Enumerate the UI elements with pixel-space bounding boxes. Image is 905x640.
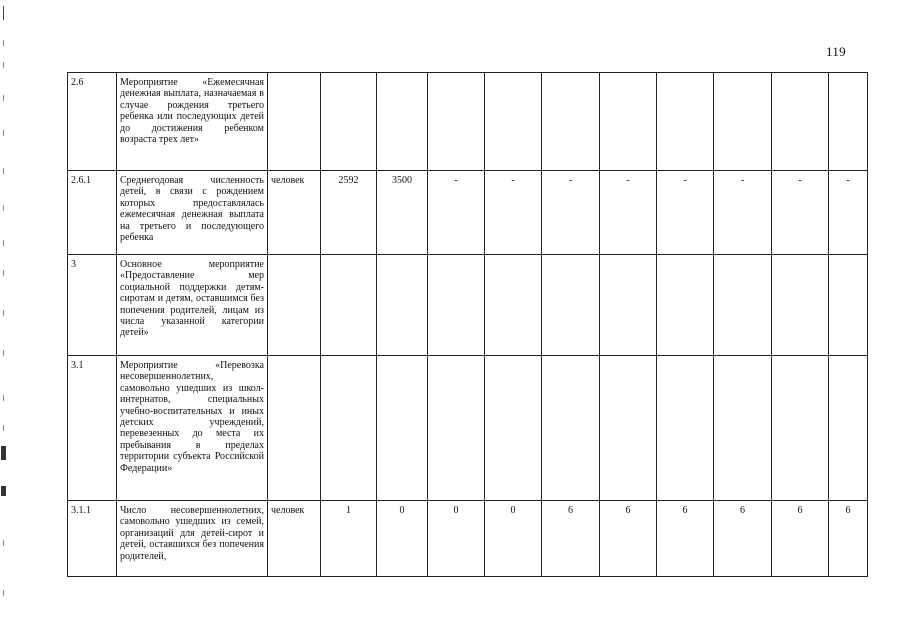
value-cell (542, 255, 600, 356)
value-cell: 1 (321, 501, 377, 577)
indicator-table (67, 72, 868, 577)
value-cell: - (772, 171, 829, 255)
row-description: Среднегодовая численность детей, в связи с рождением которых предоставлялась ежемесячная денежная выплата на третьего и последующего ребенка (117, 171, 268, 255)
row-number: 3.1.1 (68, 501, 117, 577)
unit-cell: человек (268, 501, 321, 577)
value-cell: - (542, 171, 600, 255)
value-cell: 0 (485, 501, 542, 577)
value-cell: 6 (714, 501, 772, 577)
row-number: 3 (68, 255, 117, 356)
row-description: Число несовершеннолетних, самовольно ушедших из семей, организаций для детей-сирот и детей, оставшихся без попечения родителей, (117, 501, 268, 577)
value-cell: 6 (829, 501, 868, 577)
value-cell (321, 255, 377, 356)
value-cell (657, 255, 714, 356)
value-cell (485, 356, 542, 501)
unit-cell (268, 73, 321, 171)
value-cell: 2592 (321, 171, 377, 255)
value-cell (657, 356, 714, 501)
row-description: Мероприятие «Ежемесячная денежная выплата, назначаемая в случае рождения третьего ребенка или последующих детей до достижения ребенком возраста трех лет» (117, 73, 268, 171)
value-cell (600, 356, 657, 501)
value-cell (321, 356, 377, 501)
table-row (68, 73, 868, 171)
value-cell (829, 255, 868, 356)
value-cell: 0 (428, 501, 485, 577)
value-cell (714, 73, 772, 171)
value-cell (428, 255, 485, 356)
value-cell (714, 356, 772, 501)
value-cell: - (829, 171, 868, 255)
unit-cell (268, 255, 321, 356)
value-cell: - (657, 171, 714, 255)
row-number: 3.1 (68, 356, 117, 501)
value-cell (321, 73, 377, 171)
value-cell: 3500 (377, 171, 428, 255)
value-cell (829, 73, 868, 171)
value-cell (377, 356, 428, 501)
value-cell (600, 255, 657, 356)
value-cell: - (714, 171, 772, 255)
value-cell (772, 356, 829, 501)
unit-cell: человек (268, 171, 321, 255)
table-row (68, 171, 868, 255)
value-cell (377, 73, 428, 171)
value-cell: - (600, 171, 657, 255)
value-cell (772, 73, 829, 171)
value-cell (377, 255, 428, 356)
unit-cell (268, 356, 321, 501)
value-cell (485, 255, 542, 356)
page-number: 119 (826, 44, 846, 59)
value-cell (829, 356, 868, 501)
row-number: 2.6 (68, 73, 117, 171)
value-cell (485, 73, 542, 171)
value-cell (428, 356, 485, 501)
value-cell: 6 (657, 501, 714, 577)
value-cell (542, 73, 600, 171)
value-cell (657, 73, 714, 171)
row-description: Мероприятие «Перевозка несовершеннолетних, самовольно ушедших из школ-интернатов, специальных учебно-воспитательных и иных детских учреждений, перевезенных до места их пребывания в пределах территории субъекта Российской Федерации» (117, 356, 268, 501)
value-cell (600, 73, 657, 171)
value-cell (714, 255, 772, 356)
row-description: Основное мероприятие «Предоставление мер социальной поддержки детям-сиротам и детям, оставшимся без попечения родителей, лицам из числа указанной категории детей» (117, 255, 268, 356)
value-cell: 6 (600, 501, 657, 577)
value-cell (428, 73, 485, 171)
table-row (68, 255, 868, 356)
value-cell: - (428, 171, 485, 255)
value-cell (542, 356, 600, 501)
row-number: 2.6.1 (68, 171, 117, 255)
table-row (68, 501, 868, 577)
value-cell: 6 (772, 501, 829, 577)
value-cell (772, 255, 829, 356)
value-cell: - (485, 171, 542, 255)
scan-edge-artifacts (0, 0, 14, 640)
value-cell: 6 (542, 501, 600, 577)
table-row (68, 356, 868, 501)
value-cell: 0 (377, 501, 428, 577)
